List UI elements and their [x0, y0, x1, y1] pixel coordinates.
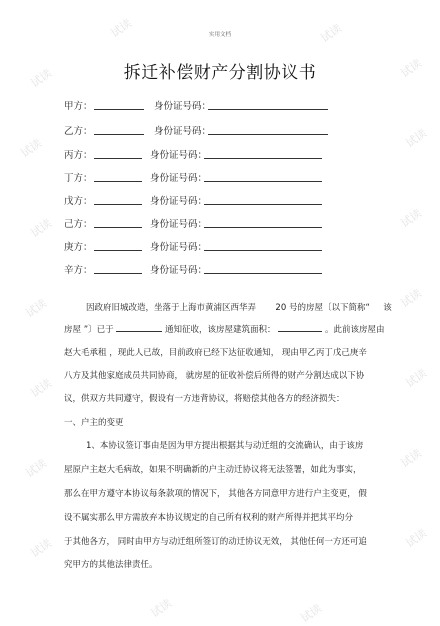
- watermark-text: 试读: [28, 536, 55, 561]
- party-label: 己方：: [64, 219, 93, 230]
- text-span: 因政府旧城改造，坐落于上海市黄浦区西华弄: [86, 303, 257, 313]
- watermark-text: 试读: [398, 446, 425, 471]
- party-name-blank: [94, 134, 144, 135]
- party-label: 庚方：: [64, 242, 93, 253]
- party-label: 戊方：: [64, 196, 93, 207]
- id-number-blank: [208, 109, 328, 110]
- id-number-label: 身份证号码：: [154, 101, 212, 112]
- text-span: 该: [383, 303, 392, 313]
- id-number-label: 身份证号码：: [150, 219, 208, 230]
- paragraph-line: [64, 323, 385, 335]
- watermark-text: 试读: [403, 526, 430, 551]
- text-span: 。此前该房屋由: [324, 325, 385, 335]
- party-name-blank: [94, 250, 142, 251]
- id-number-blank: [204, 273, 322, 274]
- watermark-text: 试读: [298, 601, 325, 626]
- id-number-label: 身份证号码：: [150, 173, 208, 184]
- paragraph-line: 于其他各方， 同时由甲方与动迁组所签订的动迁协议无效， 其他任何一方还可追: [64, 537, 367, 547]
- paragraph-line: 屋原户主赵大毛病故，如果不明确新的户主动迁协议将无法签署，如此为事实，: [64, 465, 362, 475]
- watermark-text: 试读: [23, 456, 50, 481]
- id-number-label: 身份证号码：: [150, 196, 208, 207]
- party-name-blank: [94, 158, 142, 159]
- watermark-text: 试读: [28, 66, 55, 91]
- watermark-text: 试读: [28, 376, 55, 401]
- watermark-text: 试读: [318, 21, 345, 46]
- id-number-blank: [204, 227, 322, 228]
- id-number-label: 身份证号码：: [150, 242, 208, 253]
- paragraph-line: 那么在甲方遵守本协议每条款项的情况下， 其他各方同意甲方进行户主变更， 假: [64, 489, 367, 499]
- id-number-blank: [208, 134, 328, 135]
- party-label: 乙方：: [64, 126, 93, 137]
- watermark-text: 试读: [108, 16, 135, 41]
- area-blank: [278, 323, 322, 332]
- watermark-text: 试读: [398, 286, 425, 311]
- paragraph-line: [86, 301, 392, 313]
- party-name-blank: [94, 227, 142, 228]
- id-number-label: 身份证号码：: [154, 126, 212, 137]
- id-number-blank: [204, 204, 322, 205]
- text-span: 20 号的房屋〔以下简称“: [275, 303, 370, 313]
- header-note: 实用文档: [208, 32, 231, 38]
- party-name-blank: [94, 204, 142, 205]
- paragraph-line: 议，供双方共同遵守，假设有一方违背协议，将赔偿其他各方的经济损失：: [64, 394, 345, 404]
- id-number-blank: [204, 158, 322, 159]
- paragraph-line: 赵大毛承租 ，现此人已故，目前政府已经下达征收通知， 现由甲乙丙丁戊己庚辛: [64, 348, 367, 358]
- watermark-text: 试读: [28, 216, 55, 241]
- watermark-text: 试读: [403, 366, 430, 391]
- paragraph-line: 究甲方的其他法律责任。: [64, 560, 158, 570]
- party-name-blank: [94, 181, 142, 182]
- watermark-text: 试读: [148, 596, 175, 621]
- watermark-text: 试读: [23, 296, 50, 321]
- id-number-blank: [204, 181, 322, 182]
- id-number-blank: [204, 250, 322, 251]
- party-label: 丁方：: [64, 173, 93, 184]
- party-label: 丙方：: [64, 150, 93, 161]
- watermark-text: 试读: [18, 136, 45, 161]
- paragraph-line: 设不属实那么甲方需放弃本协议规定的自己所有权利的财产所得并把其平均分: [64, 513, 354, 523]
- party-label: 甲方：: [64, 101, 93, 112]
- text-span: 通知征收，该房屋建筑面积：: [165, 325, 276, 335]
- watermark-text: 试读: [398, 56, 425, 81]
- date-blank: [116, 323, 162, 332]
- party-name-blank: [94, 273, 142, 274]
- party-name-blank: [94, 109, 144, 110]
- watermark-text: 试读: [398, 206, 425, 231]
- paragraph-line: 八方及其他家庭成员共同协商， 就房屋的征收补偿后所得的财产分割达成以下协: [64, 371, 365, 381]
- text-span: 房屋 ”〕已于: [64, 325, 114, 335]
- paragraph-line: 1、本协议签订事由是因为甲方提出根据其与动迁组的交流确认，由于该房: [86, 441, 364, 451]
- watermark-text: 试读: [403, 126, 430, 151]
- section-heading: 一、户主的变更: [64, 418, 124, 428]
- id-number-label: 身份证号码：: [150, 265, 208, 276]
- id-number-label: 身份证号码：: [150, 150, 208, 161]
- party-label: 辛方：: [64, 265, 93, 276]
- document-title: 拆迁补偿财产分割协议书: [123, 63, 317, 83]
